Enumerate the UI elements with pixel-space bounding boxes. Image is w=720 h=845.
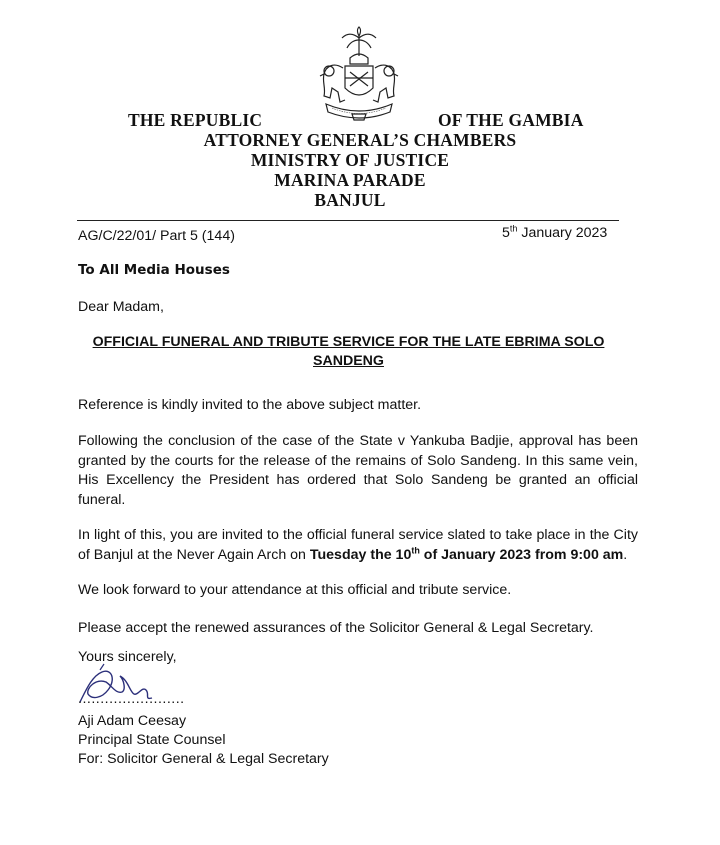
paragraph-invitation: In light of this, you are invited to the official funeral service slated to take place in the City of Banjul at the Never Again Arch on Tuesday the 10th of January 2023 from 9:00 am. — [78, 527, 638, 563]
paragraph-attendance: We look forward to your attendance at this official and tribute service. — [78, 582, 512, 598]
letter-date: 5th January 2023 — [502, 223, 608, 241]
subject-line: OFFICIAL FUNERAL AND TRIBUTE SERVICE FOR THE LATE EBRIMA SOLO SANDENG — [92, 334, 605, 369]
reference-number: AG/C/22/01/ Part 5 (144) — [78, 228, 235, 244]
signer-name: Aji Adam Ceesay — [78, 713, 187, 729]
address-heading: MARINA PARADE — [274, 170, 426, 190]
signer-title: Principal State Counsel — [78, 732, 226, 748]
republic-left-text: THE REPUBLIC — [128, 110, 263, 130]
city-heading: BANJUL — [314, 190, 386, 210]
salutation: Dear Madam, — [78, 299, 164, 315]
chambers-heading: ATTORNEY GENERAL’S CHAMBERS — [203, 130, 517, 150]
signer-for: For: Solicitor General & Legal Secretary — [78, 751, 329, 767]
addressee: To All Media Houses — [78, 262, 230, 278]
ministry-heading: MINISTRY OF JUSTICE — [250, 150, 450, 170]
paragraph-background: Following the conclusion of the case of the State v Yankuba Badjie, approval has been granted by the courts for the release of the remains of Solo Sandeng. In this same vein, His Excellency the President has ordered that Solo Sandeng be granted an official funeral. — [78, 433, 638, 508]
signature-line: ........................ — [78, 691, 185, 707]
closing: Yours sincerely, — [78, 649, 177, 665]
paragraph-reference: Reference is kindly invited to the above subject matter. — [78, 397, 422, 413]
header-divider — [77, 220, 619, 221]
paragraph-assurances: Please accept the renewed assurances of the Solicitor General & Legal Secretary. — [78, 620, 594, 636]
coat-of-arms-icon — [312, 26, 406, 122]
republic-right-text: OF THE GAMBIA — [438, 110, 584, 130]
coat-of-arms — [312, 26, 406, 122]
